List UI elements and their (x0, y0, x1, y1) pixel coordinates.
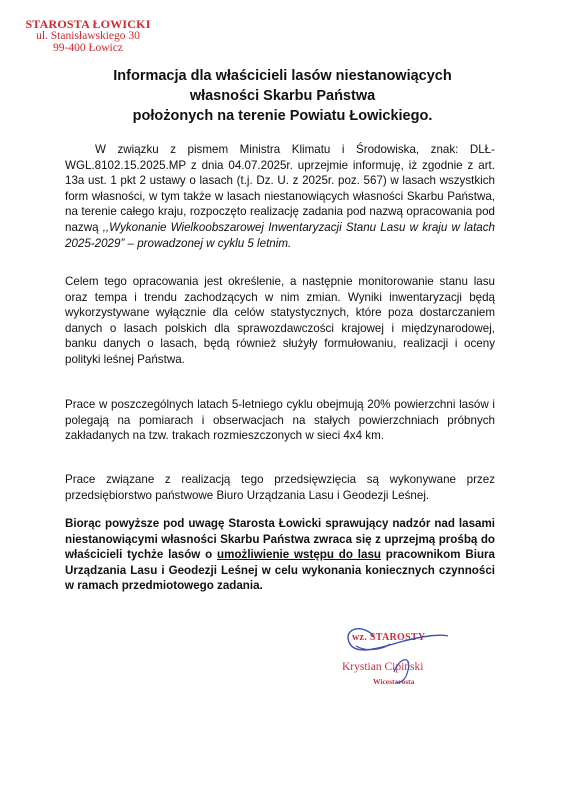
request-text-start: Biorąc powyższe pod uwagę Starosta Łowicki sprawujący nadzór nad lasami niestanowiącymi własności Skarbu Państwa zwraca się z uprzejmą prośbą do właścicieli tychże lasów o (65, 517, 495, 562)
intro-text: W związku z pismem Ministra Klimatu i Środowiska, znak: DLŁ-WGL.8102.15.2025.MP z dnia 04.07.2025r. uprzejmie informuję, iż zgodnie z art. 13a ust. 1 pkt 2 ustawy o lasach (t.j. Dz. U. z 2025r. poz. 567) w lasach wszystkich form własności, w tym także w lasach niestanowiących własności Skarbu Państwa, na terenie całego kraju, rozpoczęto realizację zadania pod nazwą opracowania pod nazwą (65, 143, 495, 234)
request-text-end: pracownikom Biura Urządzania Lasu i Geodezji Leśnej w celu wykonania koniecznych czynności w ramach przedmiotowego zadania. (65, 548, 495, 593)
paragraph-purpose: Celem tego opracowania jest określenie, a następnie monitorowanie stanu lasu oraz tempa i trendu zachodzących w nim zmian. Wyniki inwentaryzacji będą wykorzystywane wyłącznie dla celów statystycznych, które poza dostarczaniem danych o lasach polskich dla sprawozdawczości krajowej i międzynarodowej, banku danych o lasach, będą również służyły formułowaniu, realizacji i oceny polityki leśnej Państwa. (65, 275, 495, 366)
paragraph-contractor: Prace związane z realizacją tego przedsięwzięcia są wykonywane przez przedsiębiorstwo państwowe Biuro Urządzania Lasu i Geodezji Leśnej. (65, 473, 495, 502)
signature-block (330, 620, 460, 690)
signatory-name: Krystian Cipiński (342, 661, 424, 673)
signatory-role: Wicestarosta (373, 677, 415, 686)
paragraph-request (65, 516, 495, 594)
stamp-street: ul. Stanisławskiego 30 (36, 30, 140, 42)
paragraph-scope: Prace w poszczególnych latach 5-letniego cyklu obejmują 20% powierzchni lasów i polegają na pomiarach i obserwacjach na stałych powierzchniach próbnych zakładanych na tzw. trakach rozmieszczonych w sieci 4x4 km. (65, 398, 495, 443)
title-line-1: Informacja dla właścicieli lasów niestanowiących (113, 68, 452, 84)
title-line-3: położonych na terenie Powiatu Łowickiego. (132, 108, 433, 124)
stamp-postcode-city: 99-400 Łowicz (53, 42, 123, 54)
handwritten-signature (330, 620, 460, 690)
request-underlined: umożliwienie wstępu do lasu (217, 548, 381, 562)
document-title (60, 66, 505, 126)
office-stamp (18, 18, 158, 54)
project-name-italic: ,,Wykonanie Wielkoobszarowej Inwentaryzacji Stanu Lasu w kraju w latach 2025-2029” – prowadzonej w cyklu 5 letnim. (65, 220, 495, 250)
signature-on-behalf: wz. STAROSTY (352, 632, 426, 643)
stamp-office-name: STAROSTA ŁOWICKI (25, 17, 151, 31)
paragraph-intro (65, 142, 495, 251)
title-line-2: własności Skarbu Państwa (189, 88, 376, 104)
